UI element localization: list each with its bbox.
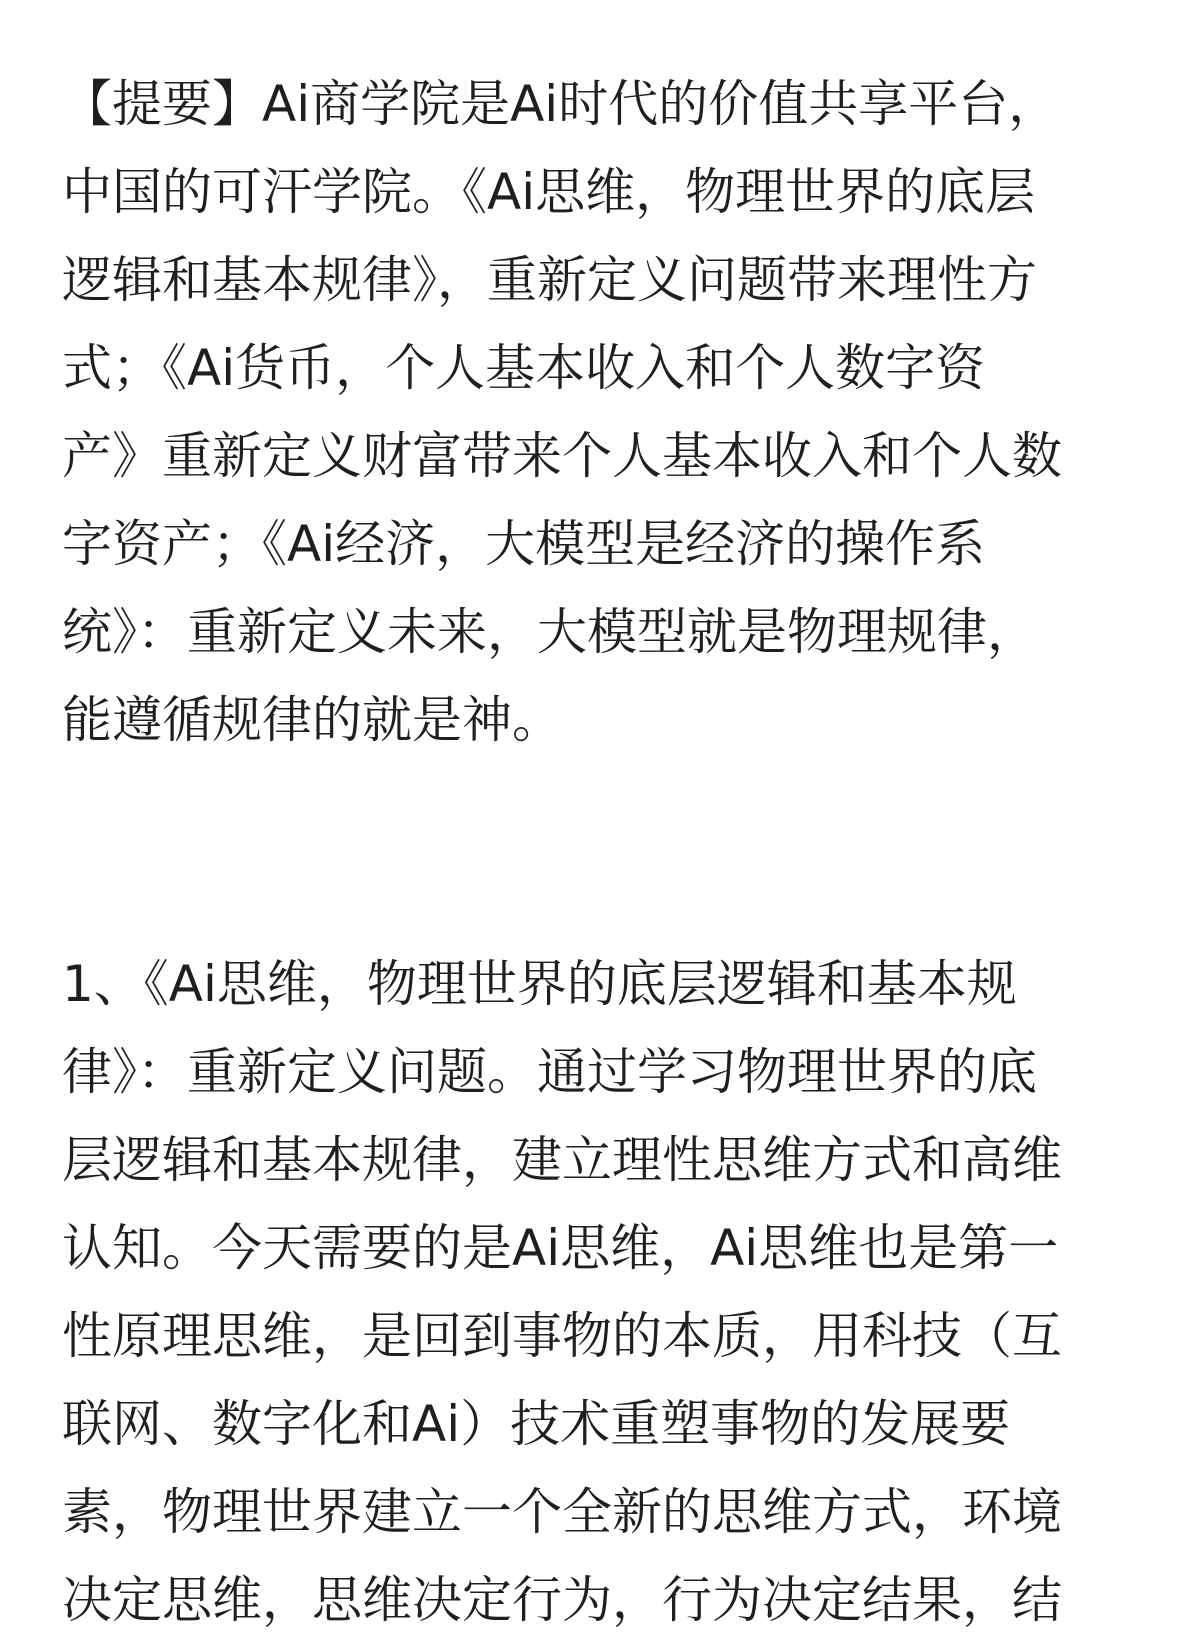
text-line: 性原理思维，是回到事物的本质，用科技（互 bbox=[62, 1307, 1062, 1365]
section-1-paragraph bbox=[62, 940, 1112, 1644]
text-line: 联网、数字化和Ai）技术重塑事物的发展要 bbox=[62, 1395, 1011, 1453]
text-line: 中国的可汗学院。《Ai思维，物理世界的底层 bbox=[62, 163, 1036, 221]
text-line: 逻辑和基本规律》，重新定义问题带来理性方 bbox=[62, 251, 1037, 309]
paragraph-spacer bbox=[62, 764, 1112, 940]
text-line: 决定思维，思维决定行为，行为决定结果，结 bbox=[62, 1571, 1062, 1629]
text-line: 式；《Ai货币，个人基本收入和个人数字资 bbox=[62, 339, 986, 397]
text-line: 律》：重新定义问题。通过学习物理世界的底 bbox=[62, 1043, 1037, 1101]
text-line: 产》重新定义财富带来个人基本收入和个人数 bbox=[62, 427, 1062, 485]
text-line: 认知。今天需要的是Ai思维，Ai思维也是第一 bbox=[62, 1219, 1059, 1277]
text-line: 层逻辑和基本规律，建立理性思维方式和高维 bbox=[62, 1131, 1062, 1189]
text-line: 1、《Ai思维，物理世界的底层逻辑和基本规 bbox=[62, 955, 1017, 1013]
text-line: 【提要】Ai商学院是Ai时代的价值共享平台， bbox=[62, 75, 1059, 133]
text-line: 字资产；《Ai经济，大模型是经济的操作系 bbox=[62, 515, 986, 573]
text-line: 能遵循规律的就是神。 bbox=[62, 691, 562, 749]
article-body bbox=[62, 60, 1112, 1644]
summary-paragraph bbox=[62, 60, 1112, 764]
text-line: 统》：重新定义未来，大模型就是物理规律， bbox=[62, 603, 1037, 661]
text-line: 素，物理世界建立一个全新的思维方式，环境 bbox=[62, 1483, 1062, 1541]
